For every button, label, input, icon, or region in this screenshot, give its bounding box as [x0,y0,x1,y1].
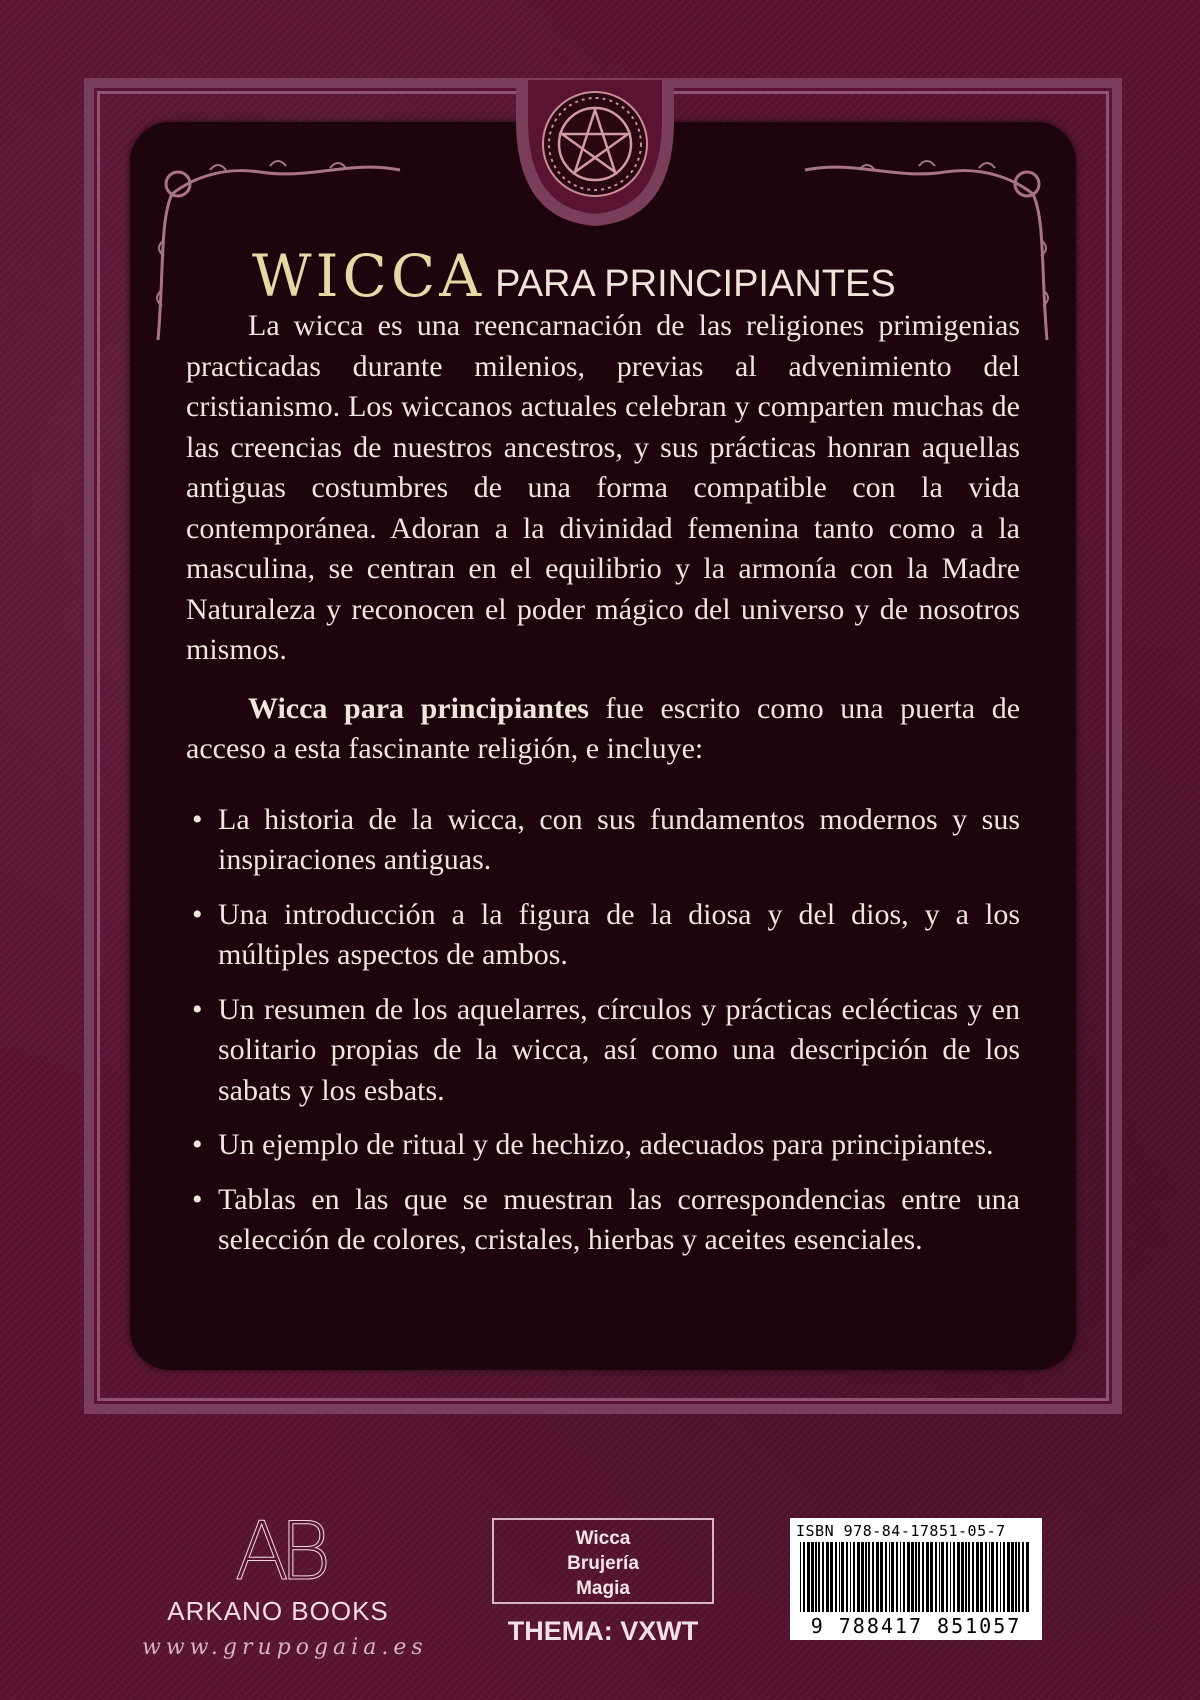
thema-code: THEMA: VXWT [507,1616,699,1646]
subject-item: Magia [576,1578,630,1599]
bullet-icon: • [192,1128,203,1161]
summary-rest: fue escrito como una puerta de acceso a esta fascinante religión, e incluye: [186,691,1021,765]
title-main: WICCA [252,242,486,310]
barcode-bars-icon [796,1542,1036,1612]
title-sub: PARA PRINCIPIANTES [495,263,896,305]
list-item: • La historia de la wicca, con sus fundamentos modernos y sus inspiraciones antiguas. [186,800,1020,881]
list-item: • Un resumen de los aquelarres, círculos y prácticas eclécticas y en solitario propias de la wicca, así como una descripción de los sabats y los esbats. [186,990,1020,1112]
isbn-digits: 9 788417 851057 [810,1614,1022,1638]
subject-item: Brujería [567,1553,639,1574]
subject-box [492,1518,714,1604]
bullet-icon: • [192,897,203,931]
summary-book-title: Wicca para principiantes [248,691,589,725]
bullet-icon: • [192,802,203,836]
pentacle-icon [506,80,684,228]
list-item: • Tablas en las que se muestran las correspondencias entre una selección de colores, cristales, hierbas y aceites esenciales. [186,1180,1020,1261]
publisher-logo [142,1505,428,1660]
subject-item: Wicca [575,1528,631,1549]
list-item: • Una introducción a la figura de la diosa y del dios, y a los múltiples aspectos de ambos. [186,895,1020,976]
book-title [252,242,1012,310]
back-cover-text [186,306,1020,1275]
publisher-name: ARKANO BOOKS [167,1596,389,1626]
publisher-logo-mark: AB [234,1505,322,1598]
publisher-url: www.grupogaia.es [142,1635,428,1660]
list-item: • Un ejemplo de ritual y de hechizo, adecuados para principiantes. [186,1125,1020,1166]
summary-paragraph [186,689,1020,770]
isbn-label: ISBN 978-84-17851-05-7 [796,1522,1006,1540]
intro-paragraph: La wicca es una reencarnación de las religiones primigenias practicadas durante milenios, previas al advenimiento del cristianismo. Los wiccanos actuales celebran y comparten muchas de las creencias de nuestros ancestros, y sus prácticas honran aquellas antiguas costumbres de una forma compatible con la vida contemporánea. Adoran a la divinidad femenina tanto como a la masculina, se centran en el equilibrio y la armonía con la Madre Naturaleza y reconocen el poder mágico del universo y de nosotros mismos. [186,309,1020,666]
bullet-icon: • [192,1182,203,1216]
bullet-icon: • [192,992,203,1026]
isbn-barcode [790,1518,1042,1640]
contents-list [186,800,1020,1261]
